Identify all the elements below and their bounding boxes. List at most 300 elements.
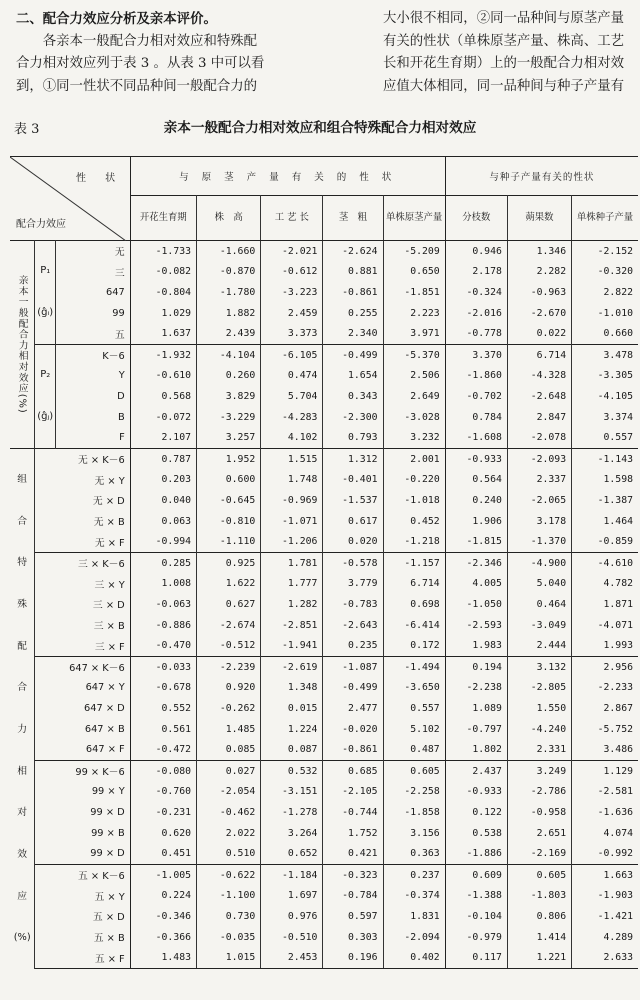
value-cell: -0.804 [130,282,196,303]
value-cell: -0.810 [197,511,261,532]
table-row [10,698,638,719]
value-cell: -0.979 [445,927,507,948]
value-cell: 1.781 [261,552,323,573]
value-cell: 2.867 [603,702,633,714]
parent-group-p1 [35,241,56,345]
table-row [10,719,638,740]
column-header-2: 工 艺 长 [261,196,323,241]
value-cell: 0.203 [130,469,196,490]
value-cell: -4.240 [507,719,571,740]
value-cell: -2.670 [507,303,571,324]
value-cell: -2.258 [383,781,445,802]
value-cell: 3.257 [197,428,261,449]
value-cell: -0.231 [130,802,196,823]
value-cell: 0.085 [197,740,261,761]
gca-side-text: 亲本一般配合力相对效应(%) [16,275,28,414]
value-cell: 1.906 [445,511,507,532]
value-cell: -1.851 [383,282,445,303]
table-row [10,241,638,262]
value-cell: -2.093 [507,448,571,469]
header-diagonal-cell [10,157,130,241]
table-row [10,573,638,594]
table-row [10,261,638,282]
value-cell: 2.022 [197,823,261,844]
sca-side-char: 应 [17,890,28,902]
value-cell: 0.617 [323,511,383,532]
value-cell: 2.633 [572,948,638,969]
value-cell: 3.373 [261,324,323,345]
value-cell: 3.156 [383,823,445,844]
value-cell: 1.598 [603,474,633,486]
value-cell: -1.278 [261,802,323,823]
value-cell: 2.282 [507,261,571,282]
value-cell: 6.714 [507,344,571,365]
value-cell: 0.303 [323,927,383,948]
value-cell: -0.104 [445,906,507,927]
value-cell: 0.730 [197,906,261,927]
row-label: 五 × Y [35,885,130,906]
table-row [10,948,638,969]
value-cell: -6.414 [383,615,445,636]
value-cell: 1.129 [603,765,633,777]
value-cell: 0.605 [383,760,445,781]
table-row [10,615,638,636]
value-cell: -3.650 [383,677,445,698]
value-cell: 0.040 [130,490,196,511]
value-cell: 0.487 [383,740,445,761]
table-row [10,552,638,573]
intro-line-4 [16,76,624,99]
value-cell: -1.050 [445,594,507,615]
section-heading: 二、配合力效应分析及亲本评价。 [16,11,217,27]
value-cell: -0.859 [597,536,633,548]
table-label: 表 3 [14,122,40,137]
value-cell: -2.054 [197,781,261,802]
value-cell: 5.704 [261,386,323,407]
value-cell: -0.610 [130,365,196,386]
value-cell: -1.780 [197,282,261,303]
value-cell: 2.847 [507,407,571,428]
value-cell: 1.015 [197,948,261,969]
value-cell: 3.249 [507,760,571,781]
value-cell: 1.483 [130,948,196,969]
intro-right-3: 长和开花生育期）上的一般配合力相对效 [382,56,624,71]
value-cell: 3.829 [197,386,261,407]
table-row [10,469,638,490]
value-cell: -3.151 [261,781,323,802]
row-label: 三 × K－6 [35,552,130,573]
value-cell: 0.464 [507,594,571,615]
value-cell: 1.952 [197,448,261,469]
value-cell: 0.600 [197,469,261,490]
value-cell: 0.172 [383,636,445,657]
value-cell: 2.649 [383,386,445,407]
value-cell: 4.289 [603,931,633,943]
value-cell: -4.328 [507,365,571,386]
value-cell: -1.157 [383,552,445,573]
value-cell: -1.733 [130,241,196,262]
row-label: 99 × D [35,802,130,823]
value-cell: -1.608 [445,428,507,449]
value-cell: -0.760 [130,781,196,802]
value-cell: -0.744 [323,802,383,823]
value-cell: 1.654 [323,365,383,386]
value-cell: -1.184 [261,864,323,885]
value-cell: 4.074 [603,827,633,839]
table-row [10,324,638,345]
value-cell: -2.581 [597,786,633,798]
value-cell: 0.685 [323,760,383,781]
value-cell: -2.643 [323,615,383,636]
value-cell: 0.652 [261,844,323,865]
value-cell: 3.178 [507,511,571,532]
sca-side-char: 效 [17,848,28,860]
column-header-1: 株 高 [197,196,261,241]
value-cell: 1.983 [445,636,507,657]
value-cell: -1.858 [383,802,445,823]
header-group-seed: 与种子产量有关的性状 [445,157,638,196]
value-cell: -0.063 [130,594,196,615]
value-cell: -0.994 [130,532,196,553]
value-cell: 0.532 [261,760,323,781]
header-trait-label: 性 状 [76,173,124,184]
sca-side-char: 合 [17,682,28,694]
value-cell: 0.196 [323,948,383,969]
sca-side-char: 特 [17,557,28,569]
value-cell: -0.462 [197,802,261,823]
value-cell: -0.933 [445,781,507,802]
value-cell: -6.105 [261,344,323,365]
value-cell: -2.105 [323,781,383,802]
value-cell: 3.478 [603,349,633,361]
value-cell: -0.510 [261,927,323,948]
value-cell: -0.323 [323,864,383,885]
value-cell: 0.363 [383,844,445,865]
value-cell: 1.224 [261,719,323,740]
value-cell: 2.331 [507,740,571,761]
value-cell: 0.557 [603,432,633,444]
value-cell: 2.107 [130,428,196,449]
value-cell: 5.040 [507,573,571,594]
row-label: 99 × Y [35,781,130,802]
value-cell: 1.622 [197,573,261,594]
value-cell: 0.421 [323,844,383,865]
value-cell: 0.787 [130,448,196,469]
value-cell: 1.748 [261,469,323,490]
value-cell: -1.005 [130,864,196,885]
table-row [10,532,638,553]
value-cell: 1.831 [383,906,445,927]
value-cell: -2.021 [261,241,323,262]
value-cell: -0.072 [130,407,196,428]
table-row [10,407,638,428]
row-label: 无 × B [35,511,130,532]
value-cell: 0.020 [323,532,383,553]
column-header-7: 单株种子产量 [572,196,638,241]
row-label: 无 × D [35,490,130,511]
value-cell: 0.015 [261,698,323,719]
gca-side-label [10,241,35,449]
table-caption [14,116,626,136]
value-cell: 3.264 [261,823,323,844]
value-cell: -0.035 [197,927,261,948]
value-cell: -0.622 [197,864,261,885]
data-table [10,156,638,969]
value-cell: -2.016 [445,303,507,324]
intro-paragraph [16,8,624,98]
value-cell: 2.477 [323,698,383,719]
value-cell: -1.071 [261,511,323,532]
value-cell: 0.224 [130,885,196,906]
table-row [10,677,638,698]
value-cell: 3.132 [507,656,571,677]
value-cell: -1.218 [383,532,445,553]
value-cell: -1.143 [597,453,633,465]
row-label: K－6 [56,344,131,365]
value-cell: 1.882 [197,303,261,324]
header-group-stem: 与 原 茎 产 量 有 关 的 性 状 [130,157,445,196]
value-cell: 2.337 [507,469,571,490]
value-cell: -1.010 [597,307,633,319]
value-cell: -2.805 [507,677,571,698]
value-cell: 4.005 [445,573,507,594]
value-cell: 3.971 [383,324,445,345]
value-cell: -2.152 [597,245,633,257]
value-cell: -2.094 [383,927,445,948]
value-cell: 0.474 [261,365,323,386]
value-cell: -0.963 [507,282,571,303]
value-cell: 1.752 [323,823,383,844]
intro-left-2: 合力相对效应列于表 3 。从表 3 中可以看 [16,56,265,71]
value-cell: 0.568 [130,386,196,407]
value-cell: 1.029 [130,303,196,324]
row-label: F [56,428,131,449]
value-cell: 2.001 [383,448,445,469]
value-cell: -4.104 [197,344,261,365]
value-cell: 0.920 [197,677,261,698]
value-cell: -4.900 [507,552,571,573]
value-cell: -0.992 [597,848,633,860]
parent-sub: (ĝᵢ) [37,307,54,319]
value-cell: 1.663 [603,869,633,881]
value-cell: -1.494 [383,656,445,677]
value-cell: -0.784 [323,885,383,906]
table-title: 亲本一般配合力相对效应和组合特殊配合力相对效应 [163,120,477,136]
table-row [10,864,638,885]
value-cell: -0.612 [261,261,323,282]
value-cell: -5.209 [383,241,445,262]
intro-left-1: 各亲本一般配合力相对效应和特殊配 [16,33,258,49]
table-row [10,656,638,677]
value-cell: 2.223 [383,303,445,324]
value-cell: 2.459 [261,303,323,324]
header-effect-label: 配合力效应 [16,219,66,230]
value-cell: -0.499 [323,677,383,698]
value-cell: 3.370 [445,344,507,365]
table-row [10,802,638,823]
intro-line-1 [16,8,624,31]
value-cell: 1.464 [603,515,633,527]
value-cell: -1.903 [597,890,633,902]
value-cell: -0.324 [445,282,507,303]
value-cell: -0.033 [130,656,196,677]
value-cell: -0.499 [323,344,383,365]
table-row [10,760,638,781]
value-cell: -0.678 [130,677,196,698]
value-cell: -0.082 [130,261,196,282]
value-cell: -1.932 [130,344,196,365]
value-cell: 1.637 [130,324,196,345]
parent-label: P₁ [40,265,51,277]
row-label: 三 × B [35,615,130,636]
value-cell: 1.697 [261,885,323,906]
value-cell: -1.388 [445,885,507,906]
value-cell: -2.851 [261,615,323,636]
row-label: 三 × F [35,636,130,657]
value-cell: 0.063 [130,511,196,532]
value-cell: 0.620 [130,823,196,844]
value-cell: -0.783 [323,594,383,615]
value-cell: -0.702 [445,386,507,407]
row-label: 647 × B [35,719,130,740]
value-cell: 0.087 [261,740,323,761]
value-cell: -0.778 [445,324,507,345]
table-row [10,636,638,657]
value-cell: 1.089 [445,698,507,719]
value-cell: 0.784 [445,407,507,428]
value-cell: 3.232 [383,428,445,449]
value-cell: 1.282 [261,594,323,615]
parent-label: P₂ [40,369,51,381]
value-cell: 0.260 [197,365,261,386]
value-cell: 4.102 [261,428,323,449]
value-cell: -0.578 [323,552,383,573]
value-cell: 2.956 [603,661,633,673]
value-cell: 1.802 [445,740,507,761]
column-header-4: 单株原茎产量 [383,196,445,241]
value-cell: -0.861 [323,282,383,303]
value-cell: 0.510 [197,844,261,865]
value-cell: 1.515 [261,448,323,469]
table-row [10,344,638,365]
value-cell: 0.881 [323,261,383,282]
value-cell: -2.786 [507,781,571,802]
value-cell: -0.870 [197,261,261,282]
row-label: 647 × K－6 [35,656,130,677]
row-label: 99 × D [35,844,130,865]
row-label: Y [56,365,131,386]
value-cell: 0.793 [323,428,383,449]
value-cell: -2.346 [445,552,507,573]
value-cell: 0.117 [445,948,507,969]
row-label: 三 × Y [35,573,130,594]
value-cell: 1.312 [323,448,383,469]
value-cell: 0.561 [130,719,196,740]
value-cell: 2.439 [197,324,261,345]
sca-side-char: 配 [17,640,28,652]
row-label: 无 [56,241,131,262]
value-cell: 0.609 [445,864,507,885]
value-cell: 0.027 [197,760,261,781]
value-cell: -2.169 [507,844,571,865]
table-row [10,781,638,802]
value-cell: -1.087 [323,656,383,677]
value-cell: -2.593 [445,615,507,636]
value-cell: -0.220 [383,469,445,490]
value-cell: 1.221 [507,948,571,969]
row-label: 无 × Y [35,469,130,490]
value-cell: 0.452 [383,511,445,532]
value-cell: -2.619 [261,656,323,677]
row-label: 647 × F [35,740,130,761]
value-cell: 0.235 [323,636,383,657]
table-row [10,906,638,927]
row-label: 647 × Y [35,677,130,698]
value-cell: -2.674 [197,615,261,636]
value-cell: -2.238 [445,677,507,698]
column-header-3: 茎 粗 [323,196,383,241]
value-cell: -1.941 [261,636,323,657]
value-cell: 0.122 [445,802,507,823]
table-row [10,844,638,865]
row-label: 五 × K－6 [35,864,130,885]
value-cell: 0.343 [323,386,383,407]
column-header-0: 开花生育期 [130,196,196,241]
value-cell: 0.564 [445,469,507,490]
parent-sub: (ĝⱼ) [37,411,54,423]
value-cell: 1.346 [507,241,571,262]
row-label: 647 [56,282,131,303]
value-cell: 4.782 [603,578,633,590]
table-row [10,740,638,761]
table-row [10,386,638,407]
value-cell: 0.240 [445,490,507,511]
value-cell: -4.105 [597,390,633,402]
value-cell: 2.178 [445,261,507,282]
value-cell: -4.071 [597,619,633,631]
value-cell: -2.300 [323,407,383,428]
value-cell: 0.660 [603,328,633,340]
value-cell: -0.470 [130,636,196,657]
intro-line-3 [16,53,624,76]
sca-side-char: 合 [17,515,28,527]
value-cell: -2.065 [507,490,571,511]
sca-side-char: 力 [17,723,28,735]
value-cell: 1.008 [130,573,196,594]
value-cell: 1.414 [507,927,571,948]
table-row [10,511,638,532]
intro-right-4: 应值大体相同，同一品种间与种子产量有 [382,78,624,94]
value-cell: 0.285 [130,552,196,573]
value-cell: 1.871 [603,598,633,610]
value-cell: -4.283 [261,407,323,428]
row-label: 五 × F [35,948,130,969]
sca-side-label [10,448,35,968]
value-cell: -3.223 [261,282,323,303]
value-cell: 0.451 [130,844,196,865]
value-cell: 0.255 [323,303,383,324]
value-cell: -0.472 [130,740,196,761]
value-cell: -1.803 [507,885,571,906]
value-cell: 1.485 [197,719,261,740]
value-cell: -1.370 [507,532,571,553]
value-cell: -1.100 [197,885,261,906]
value-cell: -0.401 [323,469,383,490]
row-label: B [56,407,131,428]
table-row [10,927,638,948]
value-cell: 2.437 [445,760,507,781]
value-cell: 0.925 [197,552,261,573]
